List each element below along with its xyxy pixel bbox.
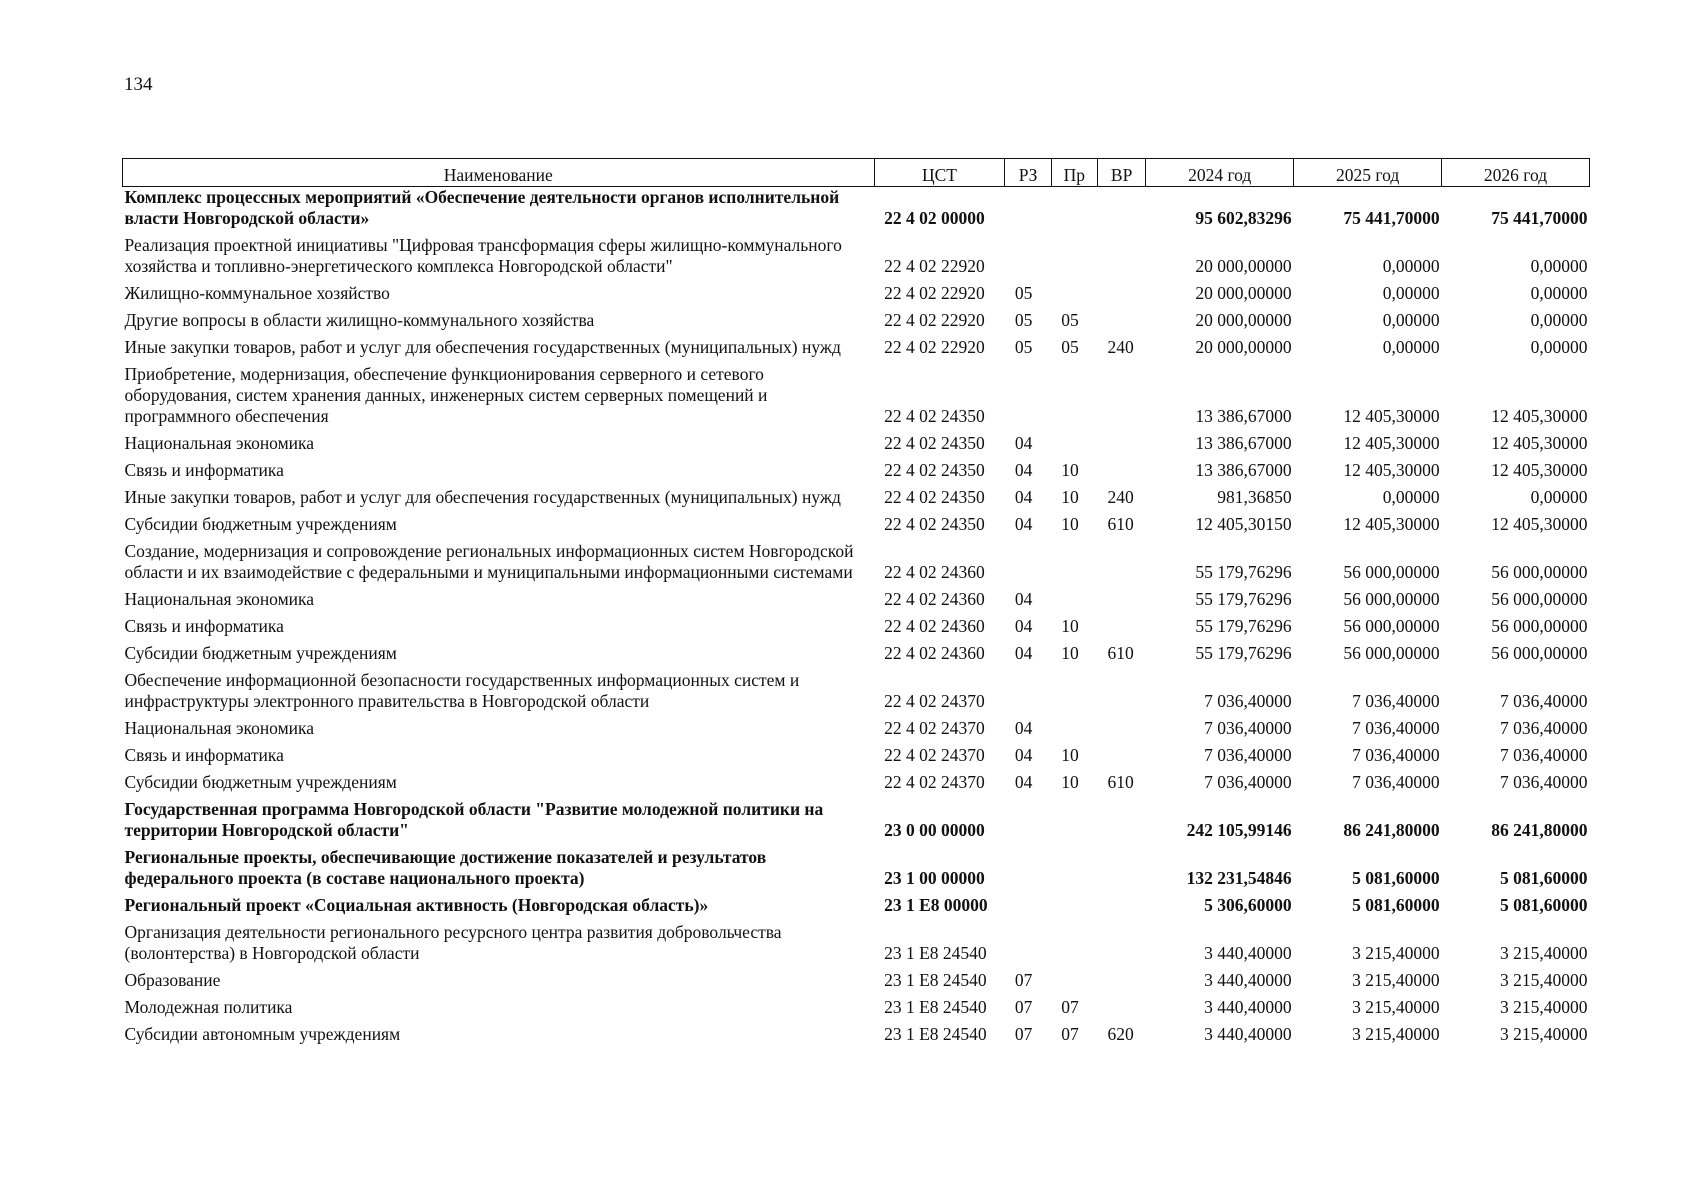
row-pr <box>1051 895 1097 922</box>
row-name: Реализация проектной инициативы "Цифровая трансформация сферы жилищно-коммунального хозяйства и топливно-энергетического комплекса Новгородской области" <box>124 235 842 276</box>
row-2026: 86 241,80000 <box>1491 820 1588 840</box>
row-name: Национальная экономика <box>124 718 315 738</box>
row-2024: 20 000,00000 <box>1195 256 1292 276</box>
row-vr <box>1097 310 1145 337</box>
row-2024: 55 179,76296 <box>1195 562 1292 582</box>
header-rz: РЗ <box>1005 159 1051 187</box>
row-rz <box>1005 847 1051 895</box>
row-cst: 23 1 E8 00000 <box>884 895 988 915</box>
row-2024: 981,36850 <box>1217 487 1292 507</box>
table-row <box>123 1024 1590 1051</box>
row-name: Региональный проект «Социальная активность (Новгородская область)» <box>124 895 709 915</box>
row-rz: 05 <box>1014 310 1033 330</box>
row-rz <box>1005 364 1051 433</box>
row-pr <box>1051 847 1097 895</box>
table-row <box>123 337 1590 364</box>
row-2026: 7 036,40000 <box>1500 718 1588 738</box>
row-2026: 3 215,40000 <box>1500 997 1588 1017</box>
row-cst: 22 4 02 24360 <box>884 643 985 663</box>
table-row <box>123 589 1590 616</box>
row-pr: 10 <box>1061 643 1079 663</box>
row-2025: 3 215,40000 <box>1352 943 1440 963</box>
row-rz: 04 <box>1014 745 1033 765</box>
row-cst: 22 4 02 22920 <box>884 337 985 357</box>
table-row <box>123 895 1590 922</box>
row-rz: 04 <box>1014 589 1033 609</box>
row-2025: 0,00000 <box>1382 283 1440 303</box>
row-2026: 0,00000 <box>1530 487 1588 507</box>
row-2026: 12 405,30000 <box>1491 433 1588 453</box>
row-2024: 13 386,67000 <box>1195 433 1292 453</box>
row-2025: 12 405,30000 <box>1343 406 1440 426</box>
row-vr: 240 <box>1107 337 1134 357</box>
row-rz <box>1005 541 1051 589</box>
row-cst: 22 4 02 24360 <box>884 616 985 636</box>
row-2025: 56 000,00000 <box>1343 562 1440 582</box>
row-cst: 23 0 00 00000 <box>884 820 985 840</box>
table-row <box>123 364 1590 433</box>
row-vr <box>1097 670 1145 718</box>
table-header-row <box>123 159 1590 187</box>
row-2025: 56 000,00000 <box>1343 643 1440 663</box>
row-2025: 12 405,30000 <box>1343 514 1440 534</box>
row-rz: 04 <box>1014 460 1033 480</box>
row-2026: 0,00000 <box>1530 256 1588 276</box>
row-2025: 12 405,30000 <box>1343 433 1440 453</box>
row-vr <box>1097 922 1145 970</box>
row-2026: 5 081,60000 <box>1500 895 1588 915</box>
row-2024: 242 105,99146 <box>1186 820 1292 840</box>
header-2025: 2025 год <box>1294 159 1442 187</box>
row-name: Комплекс процессных мероприятий «Обеспечение деятельности органов исполнительной власти Новгородской области» <box>124 187 840 228</box>
row-cst: 22 4 02 24350 <box>884 487 985 507</box>
table-row <box>123 772 1590 799</box>
row-rz: 07 <box>1014 997 1033 1017</box>
row-2024: 7 036,40000 <box>1204 691 1292 711</box>
row-2024: 13 386,67000 <box>1195 460 1292 480</box>
header-2026: 2026 год <box>1442 159 1590 187</box>
row-vr <box>1097 718 1145 745</box>
row-2024: 132 231,54846 <box>1186 868 1292 888</box>
row-rz <box>1005 187 1051 236</box>
row-rz: 05 <box>1014 283 1033 303</box>
row-name: Иные закупки товаров, работ и услуг для обеспечения государственных (муниципальных) нужд <box>124 487 841 507</box>
row-name: Обеспечение информационной безопасности государственных информационных систем и инфраструктуры электронного правительства в Новгородской области <box>124 670 800 711</box>
row-vr <box>1097 460 1145 487</box>
row-2024: 55 179,76296 <box>1195 616 1292 636</box>
row-2026: 5 081,60000 <box>1500 868 1588 888</box>
row-pr <box>1051 670 1097 718</box>
row-2024: 7 036,40000 <box>1204 718 1292 738</box>
table-row <box>123 970 1590 997</box>
row-2026: 56 000,00000 <box>1491 589 1588 609</box>
row-vr: 620 <box>1107 1024 1134 1044</box>
row-rz: 04 <box>1014 643 1033 663</box>
row-2025: 7 036,40000 <box>1352 718 1440 738</box>
row-2026: 7 036,40000 <box>1500 772 1588 792</box>
row-cst: 22 4 02 22920 <box>884 256 985 276</box>
row-pr <box>1051 433 1097 460</box>
row-2024: 55 179,76296 <box>1195 643 1292 663</box>
row-2024: 55 179,76296 <box>1195 589 1292 609</box>
row-2026: 0,00000 <box>1530 337 1588 357</box>
row-vr <box>1097 997 1145 1024</box>
row-2025: 7 036,40000 <box>1352 691 1440 711</box>
row-pr <box>1051 970 1097 997</box>
row-2025: 75 441,70000 <box>1343 208 1440 228</box>
row-pr: 10 <box>1061 616 1079 636</box>
row-cst: 22 4 02 24350 <box>884 514 985 534</box>
row-2024: 13 386,67000 <box>1195 406 1292 426</box>
row-2024: 3 440,40000 <box>1204 943 1292 963</box>
header-name: Наименование <box>123 159 875 187</box>
table-row <box>123 643 1590 670</box>
row-pr: 05 <box>1061 310 1079 330</box>
row-vr <box>1097 235 1145 283</box>
row-pr: 10 <box>1061 514 1079 534</box>
row-2026: 12 405,30000 <box>1491 460 1588 480</box>
row-2024: 20 000,00000 <box>1195 337 1292 357</box>
row-name: Субсидии бюджетным учреждениям <box>124 643 397 663</box>
row-cst: 23 1 00 00000 <box>884 868 985 888</box>
row-2026: 12 405,30000 <box>1491 514 1588 534</box>
row-vr: 610 <box>1107 514 1134 534</box>
row-name: Субсидии бюджетным учреждениям <box>124 772 397 792</box>
row-pr <box>1051 283 1097 310</box>
row-rz <box>1005 670 1051 718</box>
row-pr <box>1051 541 1097 589</box>
table-row <box>123 718 1590 745</box>
row-pr: 10 <box>1061 745 1079 765</box>
row-2024: 95 602,83296 <box>1195 208 1292 228</box>
row-rz <box>1005 922 1051 970</box>
row-name: Образование <box>124 970 221 990</box>
row-2024: 3 440,40000 <box>1204 970 1292 990</box>
row-vr <box>1097 847 1145 895</box>
row-pr: 10 <box>1061 460 1079 480</box>
row-cst: 22 4 02 24370 <box>884 691 985 711</box>
table-row <box>123 235 1590 283</box>
row-2025: 7 036,40000 <box>1352 772 1440 792</box>
table-row <box>123 670 1590 718</box>
row-2024: 7 036,40000 <box>1204 745 1292 765</box>
row-cst: 23 1 E8 24540 <box>884 970 987 990</box>
row-cst: 22 4 02 24360 <box>884 562 985 582</box>
row-rz <box>1005 895 1051 922</box>
row-name: Национальная экономика <box>124 589 315 609</box>
table-row <box>123 283 1590 310</box>
row-2024: 3 440,40000 <box>1204 997 1292 1017</box>
table-row <box>123 799 1590 847</box>
header-vr: ВР <box>1097 159 1145 187</box>
row-rz <box>1005 799 1051 847</box>
row-2026: 56 000,00000 <box>1491 562 1588 582</box>
row-vr <box>1097 745 1145 772</box>
row-rz: 07 <box>1014 1024 1033 1044</box>
row-2025: 5 081,60000 <box>1352 895 1440 915</box>
row-2026: 0,00000 <box>1530 283 1588 303</box>
row-pr: 07 <box>1061 997 1079 1017</box>
table-row <box>123 847 1590 895</box>
table-row <box>123 541 1590 589</box>
row-rz: 04 <box>1014 772 1033 792</box>
row-2026: 3 215,40000 <box>1500 1024 1588 1044</box>
row-name: Приобретение, модернизация, обеспечение функционирования серверного и сетевого оборудования, систем хранения данных, инженерных систем серверных помещений и программного обеспечения <box>124 364 768 426</box>
row-cst: 23 1 E8 24540 <box>884 1024 987 1044</box>
row-2025: 0,00000 <box>1382 256 1440 276</box>
row-vr: 240 <box>1107 487 1134 507</box>
row-pr: 10 <box>1061 487 1079 507</box>
row-cst: 22 4 02 24350 <box>884 406 985 426</box>
row-vr <box>1097 364 1145 433</box>
row-2025: 86 241,80000 <box>1343 820 1440 840</box>
row-name: Региональные проекты, обеспечивающие достижение показателей и результатов федерального проекта (в составе национального проекта) <box>124 847 767 888</box>
row-2024: 7 036,40000 <box>1204 772 1292 792</box>
row-pr: 07 <box>1061 1024 1079 1044</box>
row-rz: 05 <box>1014 337 1033 357</box>
table-row <box>123 997 1590 1024</box>
row-2024: 20 000,00000 <box>1195 283 1292 303</box>
row-rz: 04 <box>1014 718 1033 738</box>
table-row <box>123 616 1590 643</box>
row-2025: 56 000,00000 <box>1343 616 1440 636</box>
row-name: Государственная программа Новгородской области "Развитие молодежной политики на территории Новгородской области" <box>124 799 824 840</box>
row-vr: 610 <box>1107 643 1134 663</box>
row-vr <box>1097 970 1145 997</box>
row-pr: 05 <box>1061 337 1079 357</box>
row-vr <box>1097 589 1145 616</box>
table-row <box>123 460 1590 487</box>
table-body <box>123 187 1590 1052</box>
row-cst: 23 1 E8 24540 <box>884 997 987 1017</box>
row-2025: 12 405,30000 <box>1343 460 1440 480</box>
row-pr <box>1051 235 1097 283</box>
row-cst: 22 4 02 00000 <box>884 208 985 228</box>
row-2025: 3 215,40000 <box>1352 997 1440 1017</box>
row-name: Другие вопросы в области жилищно-коммунального хозяйства <box>124 310 595 330</box>
row-vr <box>1097 616 1145 643</box>
table-row <box>123 487 1590 514</box>
page-number: 134 <box>124 74 153 95</box>
row-2024: 3 440,40000 <box>1204 1024 1292 1044</box>
row-pr <box>1051 187 1097 236</box>
row-name: Создание, модернизация и сопровождение региональных информационных систем Новгородской области и их взаимодействие с федеральными и муниципальными информационными системами <box>124 541 854 582</box>
row-2026: 56 000,00000 <box>1491 643 1588 663</box>
row-rz: 04 <box>1014 487 1033 507</box>
row-2025: 0,00000 <box>1382 310 1440 330</box>
row-pr <box>1051 718 1097 745</box>
row-cst: 23 1 E8 24540 <box>884 943 987 963</box>
row-2026: 3 215,40000 <box>1500 970 1588 990</box>
row-2025: 3 215,40000 <box>1352 970 1440 990</box>
row-vr <box>1097 187 1145 236</box>
row-name: Молодежная политика <box>124 997 293 1017</box>
row-pr <box>1051 589 1097 616</box>
row-2024: 20 000,00000 <box>1195 310 1292 330</box>
header-2024: 2024 год <box>1146 159 1294 187</box>
row-vr <box>1097 799 1145 847</box>
row-cst: 22 4 02 24360 <box>884 589 985 609</box>
row-rz: 07 <box>1014 970 1033 990</box>
row-cst: 22 4 02 24350 <box>884 460 985 480</box>
row-pr <box>1051 799 1097 847</box>
row-name: Связь и информатика <box>124 616 284 636</box>
row-cst: 22 4 02 24370 <box>884 718 985 738</box>
row-2026: 56 000,00000 <box>1491 616 1588 636</box>
row-vr <box>1097 895 1145 922</box>
row-pr <box>1051 364 1097 433</box>
row-2025: 0,00000 <box>1382 337 1440 357</box>
row-2026: 7 036,40000 <box>1500 745 1588 765</box>
row-2024: 12 405,30150 <box>1195 514 1292 534</box>
row-2026: 12 405,30000 <box>1491 406 1588 426</box>
row-name: Жилищно-коммунальное хозяйство <box>124 283 390 303</box>
row-name: Национальная экономика <box>124 433 315 453</box>
row-vr: 610 <box>1107 772 1134 792</box>
table-row <box>123 745 1590 772</box>
row-name: Субсидии автономным учреждениям <box>124 1024 401 1044</box>
row-2025: 5 081,60000 <box>1352 868 1440 888</box>
row-pr: 10 <box>1061 772 1079 792</box>
row-rz: 04 <box>1014 433 1033 453</box>
row-rz: 04 <box>1014 616 1033 636</box>
row-2025: 7 036,40000 <box>1352 745 1440 765</box>
row-2026: 0,00000 <box>1530 310 1588 330</box>
row-rz: 04 <box>1014 514 1033 534</box>
row-2025: 3 215,40000 <box>1352 1024 1440 1044</box>
row-name: Иные закупки товаров, работ и услуг для обеспечения государственных (муниципальных) нужд <box>124 337 841 357</box>
table-row <box>123 514 1590 541</box>
table-row <box>123 310 1590 337</box>
header-cst: ЦСТ <box>874 159 1005 187</box>
row-name: Организация деятельности регионального ресурсного центра развития добровольчества (волонтерства) в Новгородской области <box>124 922 782 963</box>
row-vr <box>1097 541 1145 589</box>
row-rz <box>1005 235 1051 283</box>
row-name: Связь и информатика <box>124 460 284 480</box>
row-2025: 0,00000 <box>1382 487 1440 507</box>
row-cst: 22 4 02 24350 <box>884 433 985 453</box>
row-cst: 22 4 02 24370 <box>884 772 985 792</box>
row-name: Связь и информатика <box>124 745 284 765</box>
row-cst: 22 4 02 22920 <box>884 310 985 330</box>
table-row <box>123 433 1590 460</box>
row-2026: 7 036,40000 <box>1500 691 1588 711</box>
row-pr <box>1051 922 1097 970</box>
table-row <box>123 922 1590 970</box>
row-cst: 22 4 02 22920 <box>884 283 985 303</box>
table-row <box>123 187 1590 236</box>
row-2026: 75 441,70000 <box>1491 208 1588 228</box>
row-name: Субсидии бюджетным учреждениям <box>124 514 397 534</box>
row-2024: 5 306,60000 <box>1204 895 1292 915</box>
budget-table <box>122 158 1590 1051</box>
row-cst: 22 4 02 24370 <box>884 745 985 765</box>
row-2025: 56 000,00000 <box>1343 589 1440 609</box>
header-pr: Пр <box>1051 159 1097 187</box>
row-2026: 3 215,40000 <box>1500 943 1588 963</box>
row-vr <box>1097 433 1145 460</box>
row-vr <box>1097 283 1145 310</box>
